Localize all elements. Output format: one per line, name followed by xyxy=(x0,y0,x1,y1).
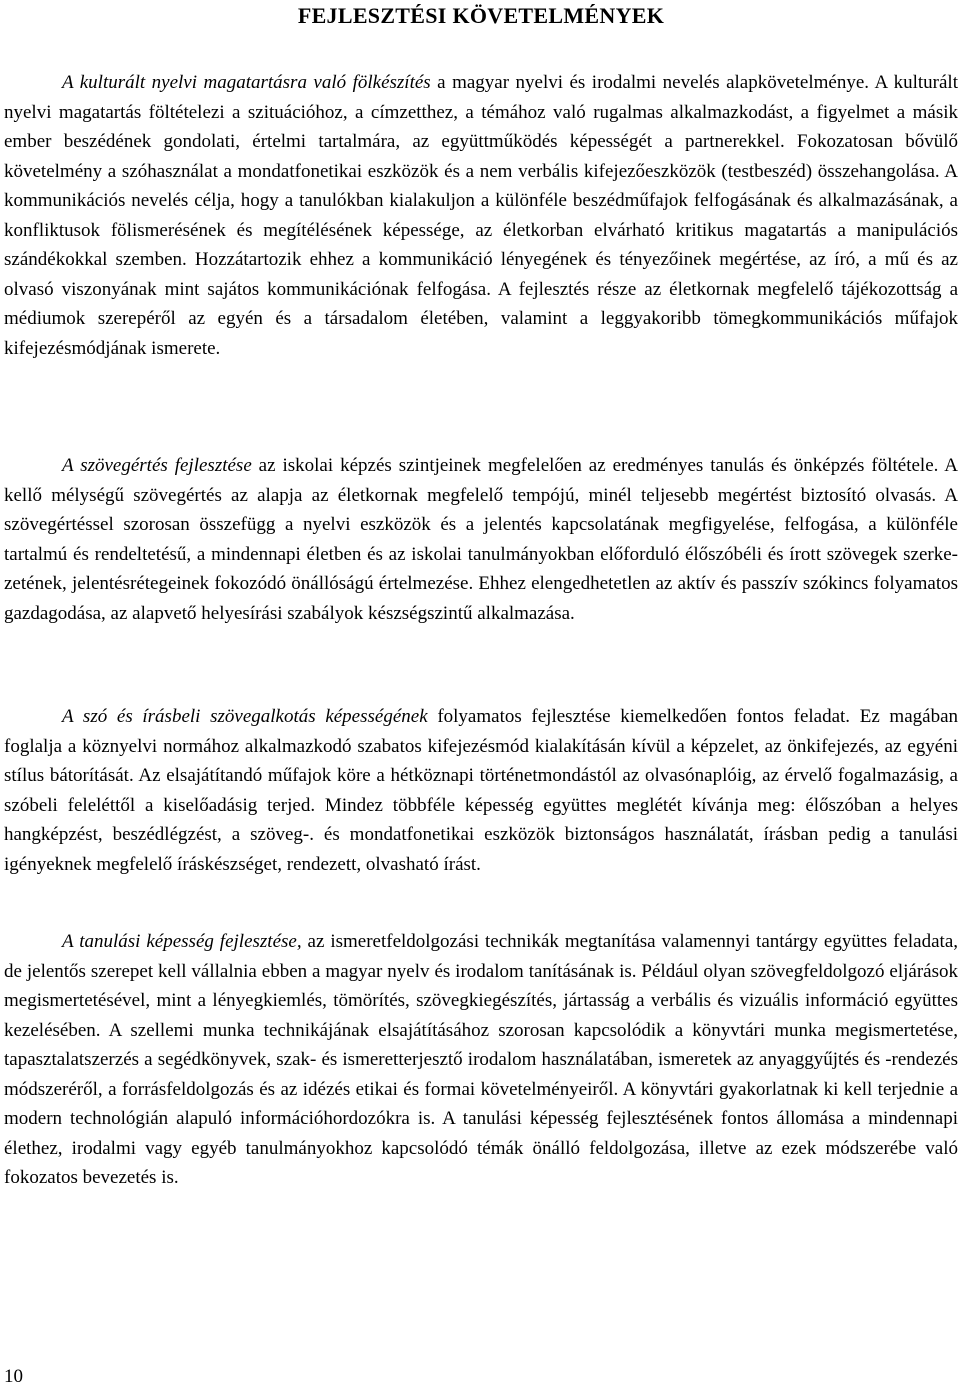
paragraph-text-comprehension xyxy=(4,451,958,628)
paragraph-oral-written-composition xyxy=(4,702,958,879)
paragraph-lead: A tanulási képesség fejlesztése, xyxy=(62,931,302,952)
paragraph-lead: A szövegértés fejlesztése xyxy=(62,455,252,476)
paragraph-lead: A kulturált nyelvi magatartásra való fölkészítés xyxy=(62,72,431,93)
paragraph-cultured-language-behavior xyxy=(4,68,958,363)
document-page xyxy=(4,0,959,1188)
paragraph-text: folyamatos fejlesztése kiemelkedően fontos feladat. Ez magában foglalja a köznyelvi normához alkalmazkodó szabatos kifejezésmód kialakításán kívül a képzelet, az önkifejezés, az egyéni stílus bátorítását. Az elsajátítandó műfajok köre a hétköznapi történetmondástól az olvasónaplóig, az érvelő fogalmazásig, a szóbeli feleléttől a kiselőadásig terjed. Mindez többféle képesség együttes meglétét kívánja meg: élőszóban a helyes hangképzést, beszédlégzést, a szöveg-. és mondatfonetikai eszközök biztonságos használatát, írásban pedig a tanulási igényeknek megfelelő íráskészséget, rendezett, olvasható írást. xyxy=(4,706,959,875)
paragraph-text: az ismeretfeldolgozási technikák megtanítása valamennyi tantárgy együttes feladata, de jelentős szerepet kell vállalnia ebben a magyar nyelv és irodalom tanításának is. Például olyan szövegfeldolgozó eljárások megismertetésével, mint a lényegkiemlés, tömörítés, szövegkiegészítés, jártasság a verbális és vizuális információ együttes kezelésében. A szellemi munka technikájának elsajátításához szorosan kapcsolódik a könyvtári munka megismertetése, tapasztalatszerzés a segédkönyvek, szak- és ismeretterjesztő irodalom használatában, ismeretek az anyaggyűjtés és -rendezés módszeréről, a forrásfeldolgozás és az idézés etikai és formai követelményeiről. A könyvtári gyakorlatnak ki kell terjednie a modern technológián alapuló információhordozókra is. A tanulási képesség fejlesztésének fontos állomása a mindennapi élethez, irodalmi vagy egyéb tanulmányokhoz kapcsolódó témák önálló feldolgozása, illetve az ezek módszerébe való fokozatos bevezetés is. xyxy=(4,931,958,1188)
page-title: FEJLESZTÉSI KÖVETELMÉNYEK xyxy=(297,3,665,28)
paragraph-learning-ability xyxy=(4,927,958,1193)
paragraph-text: az iskolai képzés szintjeinek megfelelően az eredményes tanulás és önképzés föltétele. A kellő mélységű szövegértés az alapja az életkornak megfelelő tempójú, minél teljesebb megértést biztosító olvasás. A szövegértéssel szorosan összefügg a nyelvi eszközök és a jelentés kapcsolatának megfigyelése, felfogása, a különféle tartalmú és rendeltetésű, a mindennapi életben és az iskolai tanulmányokban előforduló élőszóbéli és írott szövegek szerkezetének, jelentésrétegeinek fokozódó önállóságú értelmezése. Ehhez elengedhetetlen az aktív és passzív szókincs folyamatos gazdagodása, az alapvető helyesírási szabályok készségszintű alkalmazása. xyxy=(4,455,958,624)
paragraph-lead: A szó és írásbeli szövegalkotás képességének xyxy=(62,706,428,727)
paragraph-text: a magyar nyelvi és irodalmi nevelés alapkövetelménye. A kulturált nyelvi magatartás föltételezi a szituációhoz, a címzetthez, a témához való rugalmas alkalmazkodást, a figyelmet a másik ember beszédének gondolati, értelmi tartalmára, az együttműködés képességét a partnerekkel. Fokozatosan bővülő követelmény a szóhasználat a mondatfonetikai eszközök és a nem verbális kifejezőeszközök (testbeszéd) összehangolása. A kommunikációs nevelés célja, hogy a tanulókban kialakuljon a különféle beszédműfajok felfogásának és alkalmazásának, a konfliktusok fölismerésének és megítélésének képessége, az életkorban elvárható kritikus magatartás a manipulációs szándékokkal szemben. Hozzátartozik ehhez a kommunikáció lényegének és tényezőinek megértése, az író, a mű és az olvasó viszonyának mint sajátos kommunikációnak felfogása. A fejlesztés része az életkornak megfelelő tájékozottság a médiumok szerepéről az egyén és a társadalom életében, valamint a leggyakoribb tömegkommunikációs műfajok kifejezésmódjának ismerete. xyxy=(4,72,958,359)
page-number: 10 xyxy=(4,1366,23,1387)
